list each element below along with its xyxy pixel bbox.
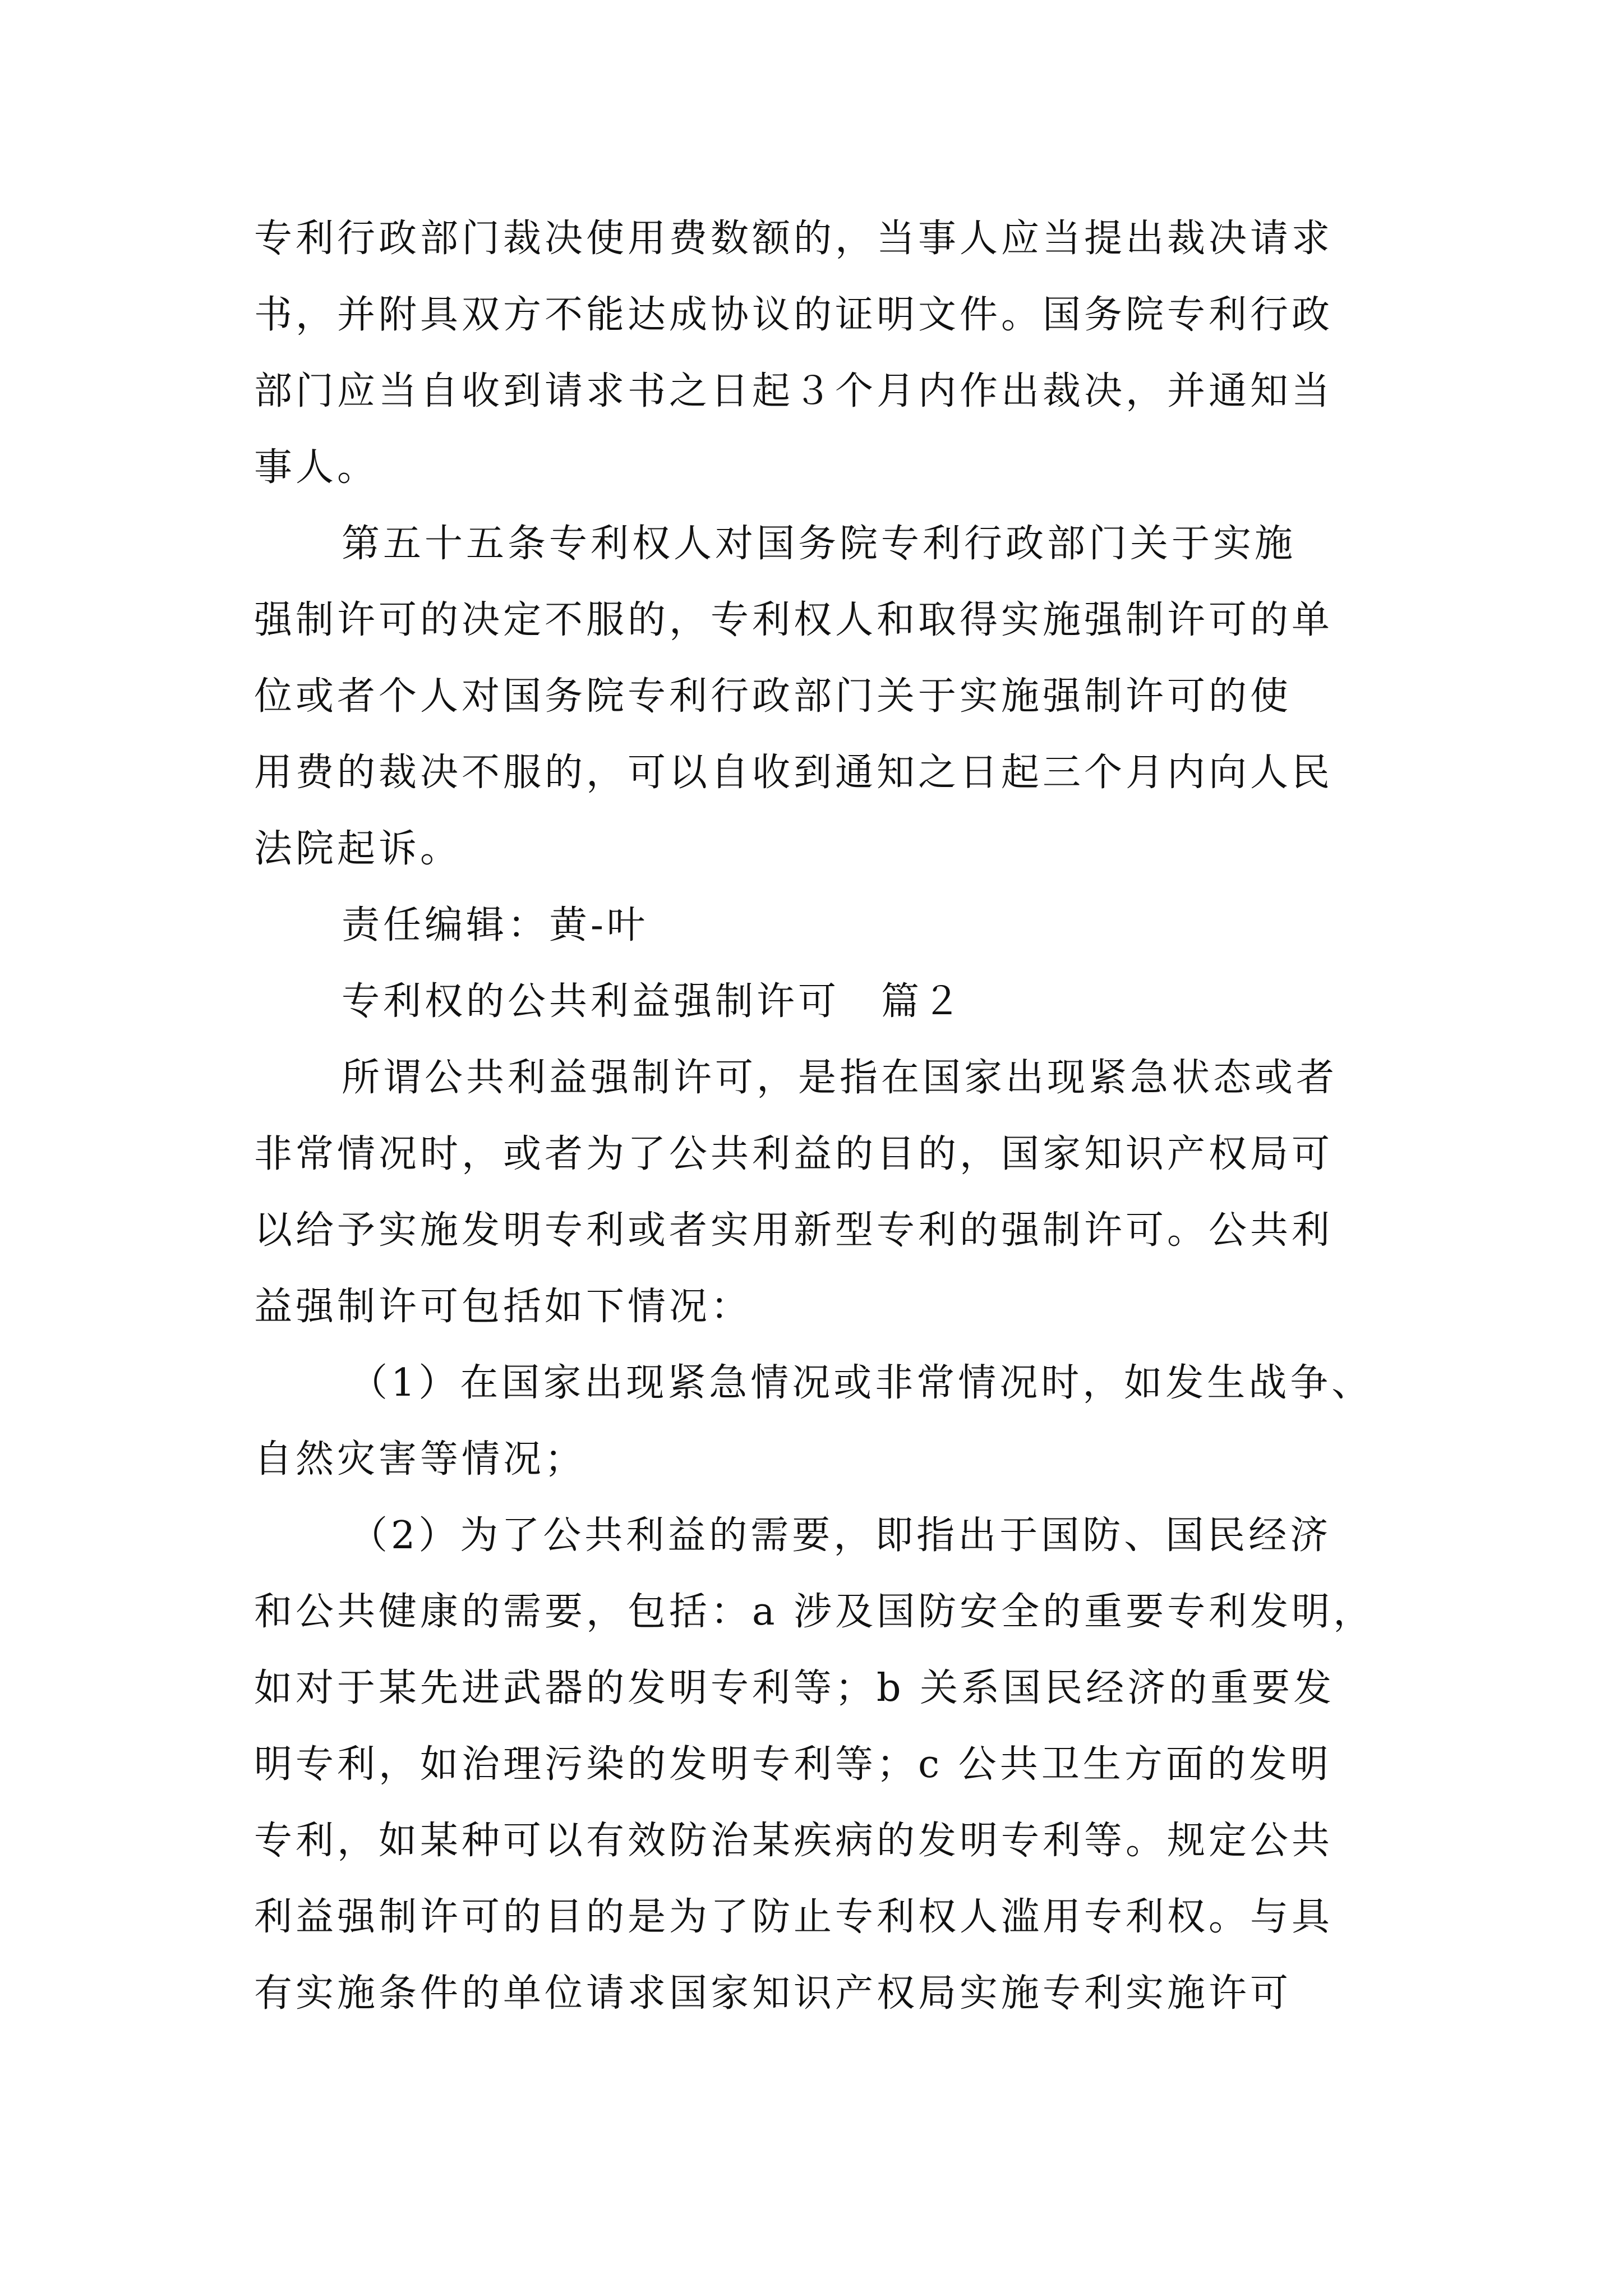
text-line: 专利行政部门裁决使用费数额的，当事人应当提出裁决请求 [254, 217, 1334, 261]
text-line: 用费的裁决不服的，可以自收到通知之日起三个月内向人民 [254, 751, 1334, 795]
text-line: 责任编辑：黄-叶 [342, 903, 648, 947]
text-line: 位或者个人对国务院专利行政部门关于实施强制许可的使 [254, 674, 1292, 719]
list-item-2 [254, 1498, 1401, 2032]
editor-credit [254, 887, 1401, 964]
text-line: 利益强制许可的目的是为了防止专利权人滥用专利权。与具 [254, 1895, 1334, 1939]
text-line: 专利，如某种可以有效防治某疾病的发明专利等。规定公共 [254, 1819, 1334, 1863]
text-line: 法院起诉。 [254, 827, 462, 871]
text-line: （1）在国家出现紧急情况或非常情况时，如发生战争、 [349, 1361, 1373, 1405]
text-line: 益强制许可包括如下情况： [254, 1285, 753, 1329]
text-line: 明专利，如治理污染的发明专利等；c 公共卫生方面的发明 [254, 1742, 1332, 1787]
paragraph-1 [254, 201, 1401, 506]
text-line: 和公共健康的需要，包括：a 涉及国防安全的重要专利发明， [254, 1590, 1375, 1634]
text-line: （2）为了公共利益的需要，即指出于国防、国民经济 [349, 1513, 1332, 1558]
text-line: 所谓公共利益强制许可，是指在国家出现紧急状态或者 [342, 1056, 1338, 1100]
section-heading [254, 964, 1401, 1040]
text-line: 事人。 [254, 445, 379, 490]
list-item-1 [254, 1345, 1401, 1498]
text-line: 有实施条件的单位请求国家知识产权局实施专利实施许可 [254, 1971, 1292, 2016]
paragraph-2 [254, 506, 1401, 887]
text-line: 第五十五条专利权人对国务院专利行政部门关于实施 [342, 522, 1297, 566]
text-line: 以给予实施发明专利或者实用新型专利的强制许可。公共利 [254, 1208, 1334, 1253]
text-line: 专利权的公共利益强制许可 篇２ [342, 979, 965, 1024]
text-line: 非常情况时，或者为了公共利益的目的，国家知识产权局可 [254, 1132, 1334, 1176]
paragraph-5 [254, 1040, 1401, 1345]
text-line: 自然灾害等情况； [254, 1437, 587, 1481]
document-body [254, 201, 1401, 2032]
text-line: 部门应当自收到请求书之日起３个月内作出裁决，并通知当 [254, 369, 1334, 413]
text-line: 如对于某先进武器的发明专利等；b 关系国民经济的重要发 [254, 1666, 1335, 1710]
text-line: 书，并附具双方不能达成协议的证明文件。国务院专利行政 [254, 293, 1334, 337]
text-line: 强制许可的决定不服的，专利权人和取得实施强制许可的单 [254, 598, 1334, 642]
